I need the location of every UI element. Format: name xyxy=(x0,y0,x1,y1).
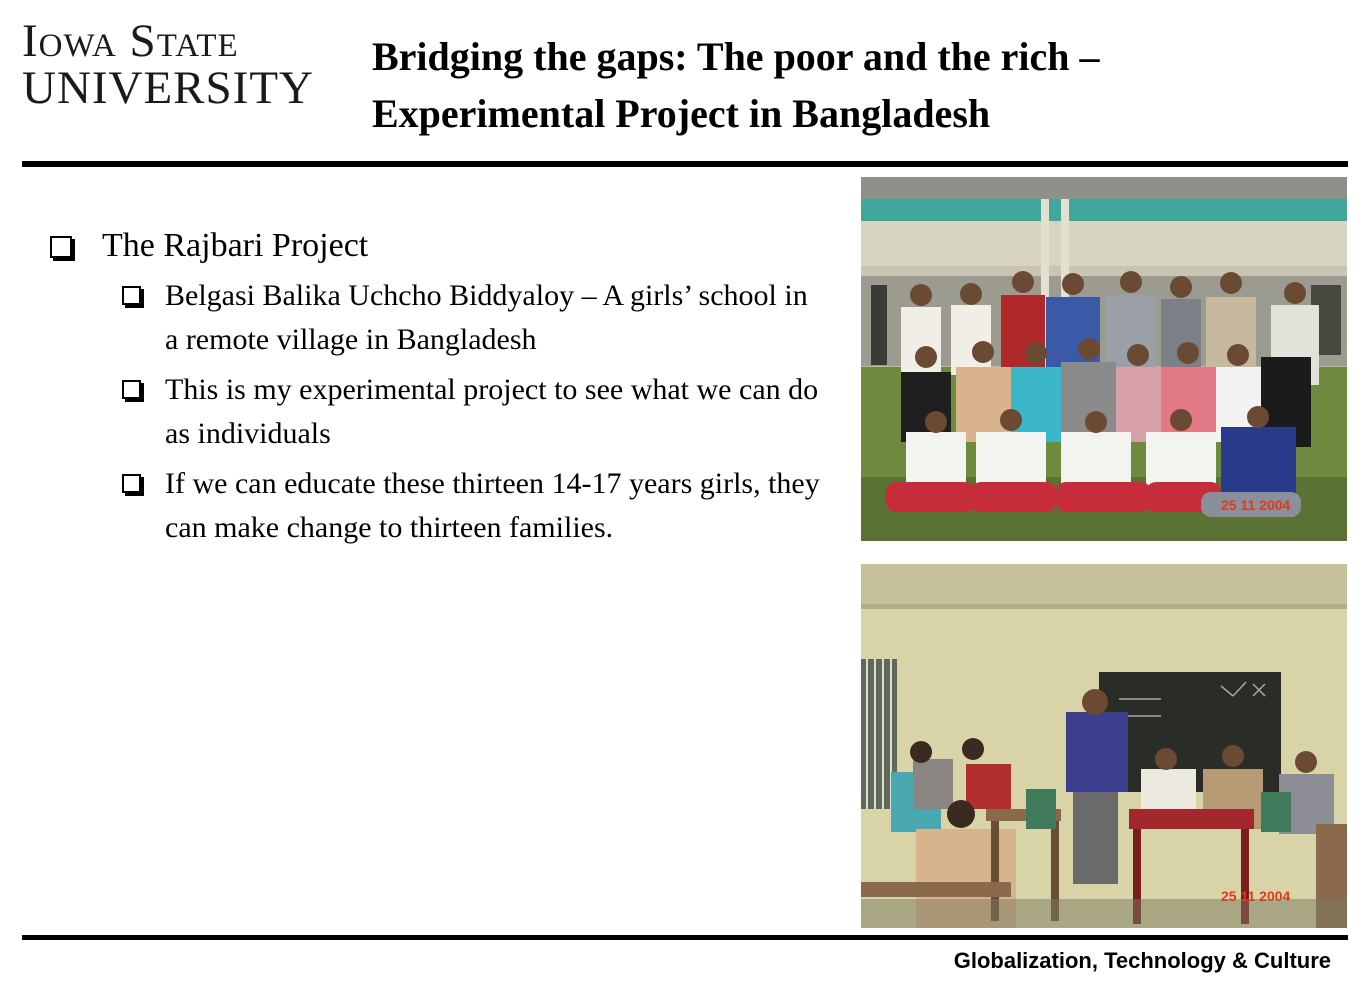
checkbox-bullet-icon xyxy=(122,286,141,305)
sub-bullet-text: Belgasi Balika Uchcho Biddyaloy – A girls’ school in a remote village in Bangladesh xyxy=(165,279,808,356)
checkbox-bullet-icon xyxy=(50,236,72,258)
checkbox-bullet-icon xyxy=(122,474,141,493)
sub-bullet-text: This is my experimental project to see what we can do as individuals xyxy=(165,373,819,450)
classroom-photo xyxy=(861,564,1347,928)
sub-bullet-item xyxy=(122,462,840,550)
sub-bullet-item xyxy=(122,274,840,362)
bullet-main-text: The Rajbari Project xyxy=(102,227,369,264)
group-photo-date-stamp: 25 11 2004 xyxy=(1221,497,1291,513)
checkbox-bullet-icon xyxy=(122,380,141,399)
classroom-photo-date-stamp: 25 11 2004 xyxy=(1221,888,1291,904)
logo-wordmark-line2: UNIVERSITY xyxy=(22,62,314,114)
header-divider xyxy=(22,161,1348,167)
footer-course-title: Globalization, Technology & Culture xyxy=(953,948,1331,973)
bullet-content xyxy=(50,222,840,556)
sub-bullet-list xyxy=(122,274,840,550)
sub-bullet-text: If we can educate these thirteen 14-17 years girls, they can make change to thirteen families. xyxy=(165,467,820,544)
university-logo xyxy=(22,15,322,114)
footer-divider xyxy=(22,935,1348,940)
group-photo xyxy=(861,177,1347,541)
slide-title-line1: Bridging the gaps: The poor and the rich – xyxy=(372,34,1100,79)
logo-wordmark-line1: Iowa State xyxy=(22,15,239,67)
slide-title xyxy=(372,28,1332,142)
slide-title-line2: Experimental Project in Bangladesh xyxy=(372,91,991,136)
sub-bullet-item xyxy=(122,368,840,456)
bullet-item-main xyxy=(50,222,840,270)
